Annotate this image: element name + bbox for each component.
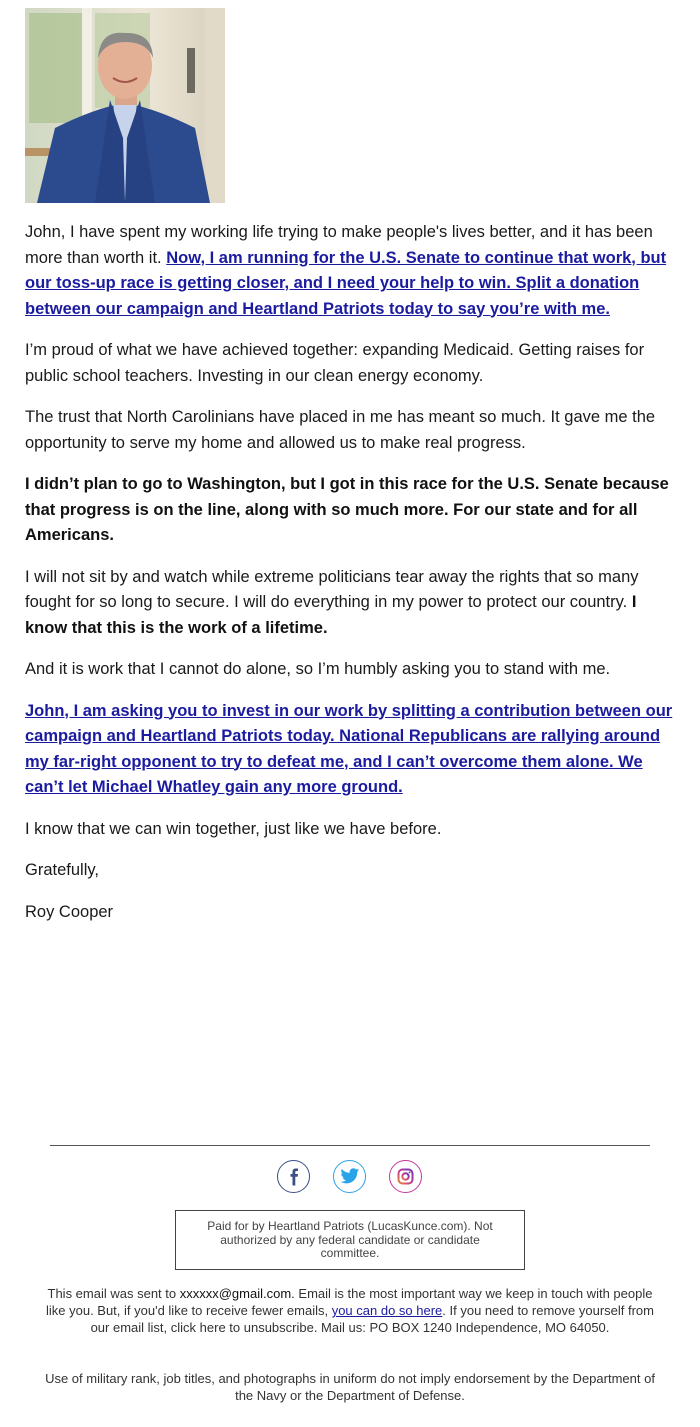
intro-text: John, I have spent my working life trying to make people's lives better, and it has been more than worth it. [25,223,653,267]
fewer-emails-link[interactable]: you can do so here [331,1303,443,1318]
donate-link-secondary[interactable]: John, I am asking you to invest in our work by splitting a contribution between our campaign and Heartland Patriots today. National Republicans are rallying around my far-right opponent to try to defeat me, and I can’t overcome them alone. We can’t let Michael Whatley gain any more ground. [25,701,673,796]
paragraph-ask: And it is work that I cannot do alone, so I’m humbly asking you to stand with me. [25,660,611,678]
letter-body [25,220,680,941]
facebook-icon [287,1168,301,1186]
military-notice: Use of military rank, job titles, and photographs in uniform do not imply endorsement by the Department of the Navy or the Department of Defense. [45,1371,655,1403]
lifetime-bold-text: I know that this is the work of a lifetime. [25,593,637,637]
paid-for-disclaimer: Paid for by Heartland Patriots (LucasKunce.com). Not authorized by any federal candidate or candidate committee. [175,1210,525,1270]
paragraph-trust: The trust that North Carolinians have placed in me has meant so much. It gave me the opportunity to serve my home and allowed us to make real progress. [25,408,656,452]
paragraph-rights [25,565,680,642]
donate-link-primary[interactable]: Now, I am running for the U.S. Senate to continue that work, but our toss-up race is getting closer, and I need your help to win. Split a donation between our campaign and Heartland Patriots today to say you’re with me. [25,248,667,318]
signature: Roy Cooper [25,902,114,921]
instagram-icon [397,1168,414,1185]
paragraph-achievements: I’m proud of what we have achieved together: expanding Medicaid. Getting raises for public school teachers. Investing in our clean energy economy. [25,341,645,385]
paragraph-together: I know that we can win together, just like we have before. [25,819,442,838]
instagram-link[interactable] [389,1160,422,1193]
portrait-image [25,8,225,203]
recipient-email: xxxxxx@gmail.com [179,1286,292,1301]
candidate-portrait [25,8,225,203]
footer-divider [50,1145,650,1146]
washington-bold-text: I didn’t plan to go to Washington, but I got in this race for the U.S. Senate because that progress is on the line, along with so much more. For our state and for all Americans. [25,475,669,544]
paragraph-washington [25,472,680,549]
legal-text-c: . If you need to remove yourself from our email list, click here to unsubscribe. Mail us: PO BOX 1240 Independence, MO 64050. [90,1303,654,1335]
facebook-link[interactable] [277,1160,310,1193]
social-links [0,1160,700,1196]
rights-text: I will not sit by and watch while extreme politicians tear away the rights that so many fought for so long to secure. I will do everything in my power to protect our country. [25,567,639,611]
twitter-link[interactable] [333,1160,366,1193]
paragraph-invest [25,699,680,801]
closing: Gratefully, [25,861,99,879]
legal-text-a: This email was sent to [47,1286,180,1301]
twitter-icon [340,1168,360,1185]
paragraph-intro [25,220,680,322]
legal-text-b: . Email is the most important way we keep in touch with people like you. But, if you'd like to receive fewer emails, [45,1286,653,1318]
legal-notice [45,1285,655,1336]
